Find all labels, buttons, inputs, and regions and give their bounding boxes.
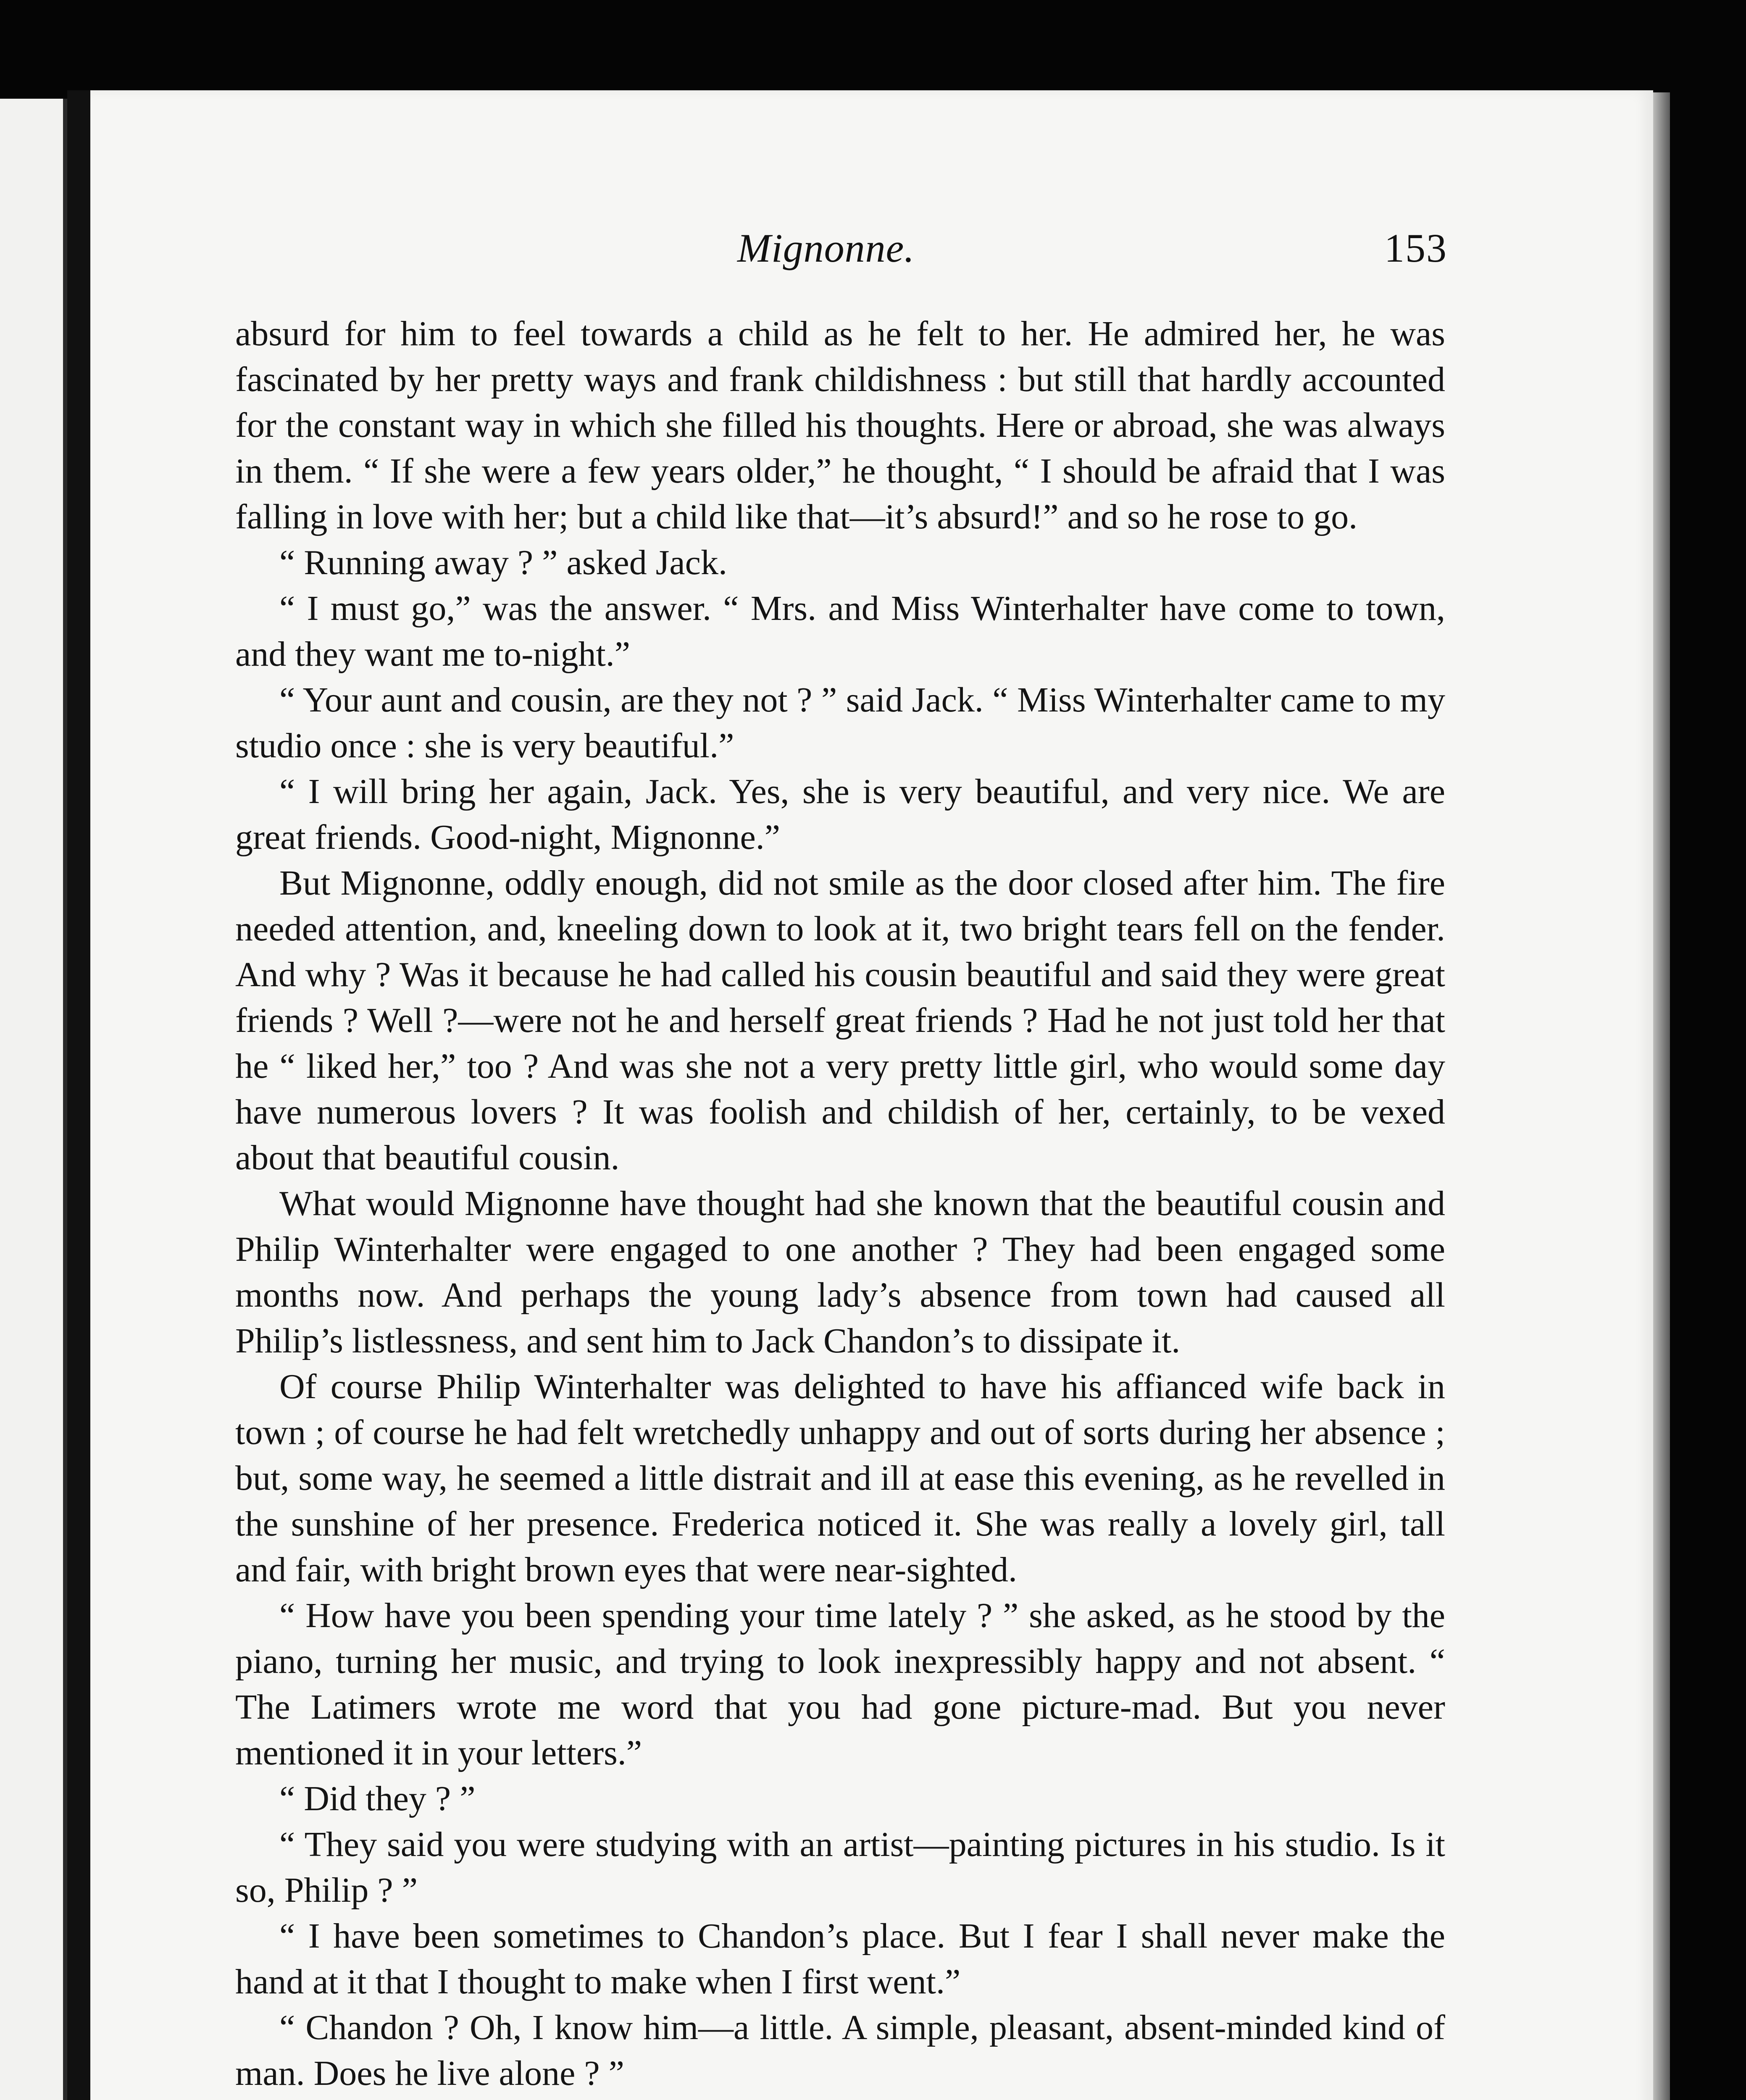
previous-page-edge (0, 99, 67, 2100)
paragraph (235, 2096, 1445, 2100)
paragraph: “ I have been sometimes to Chandon’s place. But I fear I shall never make the hand at it that I thought to make when I first went.” (235, 1916, 1445, 2001)
paragraph: “ I will bring her again, Jack. Yes, she is very beautiful, and very nice. We are great friends. Good-night, Mignonne.” (235, 772, 1445, 857)
page-gutter-shadow (67, 90, 90, 2100)
page-edge-shade (1653, 92, 1670, 2100)
paragraph: But Mignonne, oddly enough, did not smile as the door closed after him. The fire needed attention, and, kneeling down to look at it, two bright tears fell on the fender. And why ? Was it because he had called his cousin beautiful and said they were great friends ? Well ?—were not he and herself great friends ? Had he not just told her that he “ liked her,” too ? And was she not a very pretty little girl, who would some day have numerous lovers ? It was foolish and childish of her, certainly, to be vexed about that beautiful cousin. (235, 864, 1445, 1177)
page-header (145, 225, 1447, 284)
running-title: Mignonne. (737, 226, 915, 270)
paragraph: “ How have you been spending your time lately ? ” she asked, as he stood by the piano, turning her music, and trying to look inexpressibly happy and not absent. “ The Latimers wrote me word that you had gone picture-mad. But you never mentioned it in your letters.” (235, 1596, 1445, 1772)
paragraph: absurd for him to feel towards a child as he felt to her. He admired her, he was fascinated by her pretty ways and frank childishness : but still that hardly accounted for the constant way in which she filled his thoughts. Here or abroad, she was always in them. “ If she were a few years older,” he thought, “ I should be afraid that I was falling in love with her; but a child like that—it’s absurd!” and so he rose to go. (235, 314, 1445, 536)
paragraph: Of course Philip Winterhalter was delighted to have his affianced wife back in town ; of course he had felt wretchedly unhappy and out of sorts during her absence ; but, some way, he seemed a little distrait and ill at ease this evening, as he revelled in the sunshine of her presence. Frederica noticed it. She was really a lovely girl, tall and fair, with bright brown eyes that were near-sighted. (235, 1367, 1445, 1589)
page-body-text (235, 311, 1445, 2100)
paragraph: “ Chandon ? Oh, I know him—a little. A simple, pleasant, absent-minded kind of man. Does he live alone ? ” (235, 2008, 1445, 2093)
paragraph: “ Your aunt and cousin, are they not ? ” said Jack. “ Miss Winterhalter came to my studio once : she is very beautiful.” (235, 680, 1445, 765)
paragraph: “ They said you were studying with an artist—painting pictures in his studio. Is it so, Philip ? ” (235, 1825, 1445, 1910)
paragraph: “ I must go,” was the answer. “ Mrs. and Miss Winterhalter have come to town, and they want me to-night.” (235, 589, 1445, 674)
paragraph: “ Did they ? ” (279, 1779, 476, 1818)
page-number: 153 (1384, 226, 1447, 270)
paragraph: “ Running away ? ” asked Jack. (279, 543, 727, 582)
paragraph: What would Mignonne have thought had she known that the beautiful cousin and Philip Winterhalter were engaged to one another ? They had been engaged some months now. And perhaps the young lady’s absence from town had caused all Philip’s listlessness, and sent him to Jack Chandon’s to dissipate it. (235, 1184, 1445, 1360)
